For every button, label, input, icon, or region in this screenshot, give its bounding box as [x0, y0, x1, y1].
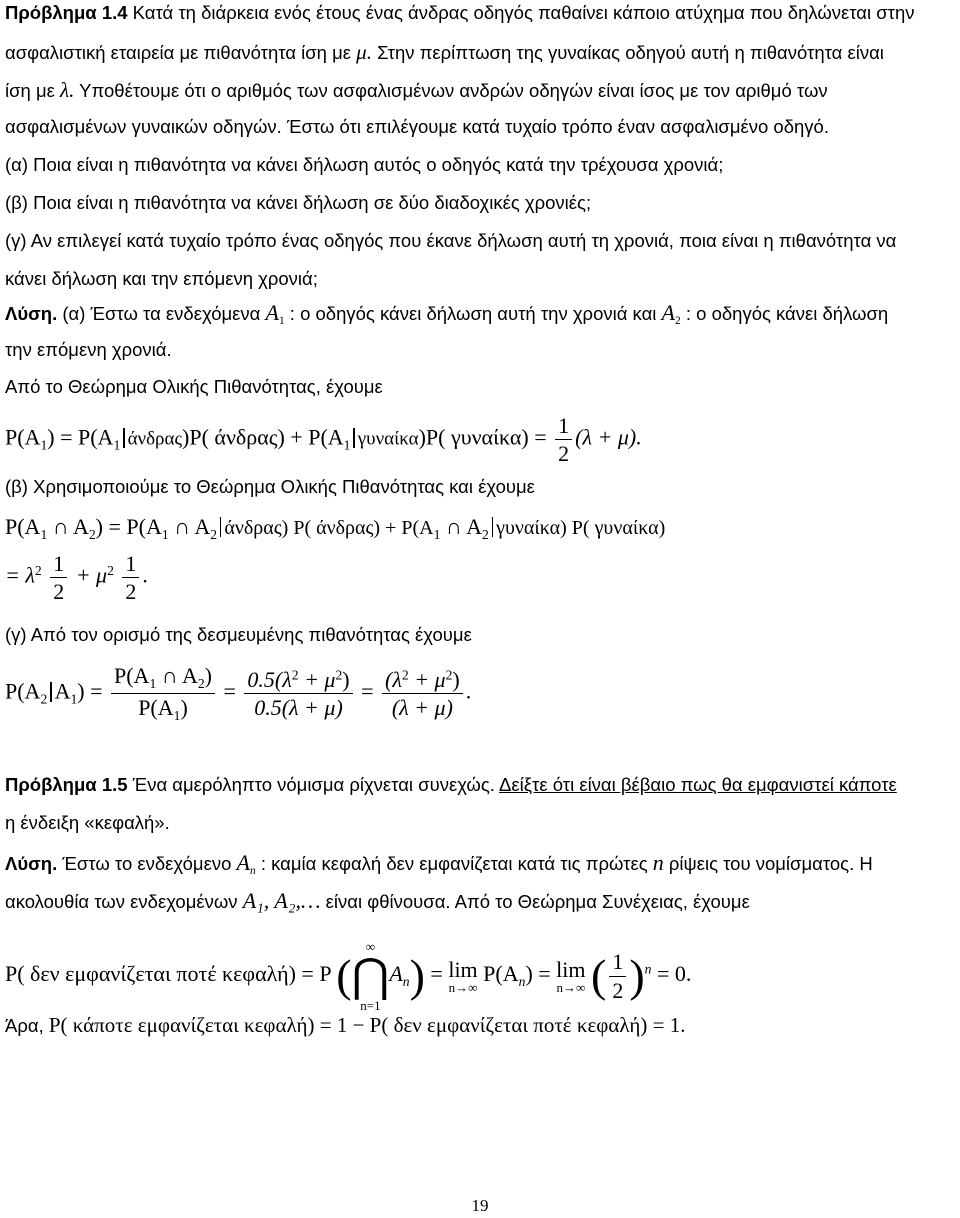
solution-label: Λύση. [5, 853, 58, 874]
conditional-bar [123, 428, 124, 448]
solution-label: Λύση. [5, 303, 58, 324]
conditional-definition-c: (γ) Από τον ορισμό της δεσμευμένης πιθανότητας έχουμε [5, 624, 472, 645]
problem-1-4-line-4: ασφαλισμένων γυναικών οδηγών. Έστω ότι επιλέγουμε κατά τυχαίο τρόπο έναν ασφαλισμένο οδηγό. [5, 116, 829, 137]
equation-4: $P(A_2$ $A_1$) = $\frac{P(A_1 \cap A_2)}{P(A_1)}$ = $\frac{0.5(\lambda^2 + \mu^2)}{0.5(\lambda + \mu)}$ = $\frac{(\lambda^2 + \mu^2)}{(\lambda + \mu)}$ . [5, 663, 472, 723]
solution-1-4-intro: Λύση. (α) Έστω τα ενδεχόμενα $A_1$ : ο οδηγός κάνει δήλωση αυτή την χρονιά και $A_2$ : ο οδηγός κάνει δήλωση [5, 300, 889, 327]
problem-1-5-title: Πρόβλημα 1.5 [5, 774, 128, 795]
question-c-line-2: κάνει δήλωση και την επόμενη χρονιά; [5, 268, 318, 289]
total-probability-theorem-a: Από το Θεώρημα Ολικής Πιθανότητας, έχουμε [5, 376, 383, 397]
total-probability-theorem-b: (β) Χρησιμοποιούμε το Θεώρημα Ολικής Πιθανότητας και έχουμε [5, 476, 535, 497]
problem-1-4-line-3: ίση με λ. Υποθέτουμε ότι ο αριθμός των ασφαλισμένων ανδρών οδηγών είναι ίσος με τον αριθμό των [5, 78, 828, 102]
big-intersection: ∞ ⋂ n=1 [351, 939, 390, 1013]
question-a: (α) Ποια είναι η πιθανότητα να κάνει δήλωση αυτός ο οδηγός κατά την τρέχουσα χρονιά; [5, 154, 724, 175]
equation-5: P( δεν εμφανίζεται ποτέ κεφαλή) = P ( ∞ ⋂ n=1 $A_n$) = lim n→∞ $P(A_n)$ = lim n→∞ ( $\frac{1}{2}$ )$^n$ = 0. [5, 939, 692, 1013]
problem-1-4-title: Πρόβλημα 1.4 [5, 2, 128, 23]
question-c-line-1: (γ) Αν επιλεγεί κατά τυχαίο τρόπο ένας οδηγός που έκανε δήλωση αυτή τη χρονιά, ποια είναι η πιθανότητα να [5, 230, 897, 251]
solution-1-5-line-1: Λύση. Έστω το ενδεχόμενο $A_n$ : καμία κεφαλή δεν εμφανίζεται κατά τις πρώτες n ρίψεις του νομίσματος. Η [5, 850, 873, 877]
page-number: 19 [471, 1196, 489, 1215]
problem-1-5-line-1: Πρόβλημα 1.5 Ένα αμερόληπτο νόμισμα ρίχνεται συνεχώς. Δείξτε ότι είναι βέβαιο πως θα εμφανιστεί κάποτε [5, 774, 897, 795]
problem-1-4-line-1: Πρόβλημα 1.4 Κατά τη διάρκεια ενός έτους ένας άνδρας οδηγός παθαίνει κάποιο ατύχημα που δηλώνεται στην [5, 2, 915, 23]
question-b: (β) Ποια είναι η πιθανότητα να κάνει δήλωση σε δύο διαδοχικές χρονιές; [5, 192, 592, 213]
equation-2: $P(A_1$ ∩ $A_2) = P(A_1$ ∩ $A_2$ άνδρας) P( $ά\nu\delta\rho\alpha\varsigma) + P(A_1$ ∩ $A_2$ γυναίκα) P( γυναίκα) [5, 514, 666, 542]
equation-3: = $\lambda^2$ $\frac{1}{2}$ + $\mu^2$ $\frac{1}{2}$ . [5, 551, 148, 605]
problem-1-4-line-2: ασφαλιστική εταιρεία με πιθανότητα ίση με μ. Στην περίπτωση της γυναίκας οδηγού αυτή η πιθανότητα είναι [5, 40, 884, 64]
equation-6: Άρα, P( κάποτε εμφανίζεται κεφαλή) = 1 − P( δεν εμφανίζεται ποτέ κεφαλή) = 1. [5, 1013, 686, 1037]
conditional-bar [353, 428, 354, 448]
problem-1-5-line-2: η ένδειξη «κεφαλή». [5, 812, 170, 833]
solution-1-5-line-2: ακολουθία των ενδεχομένων A₁, A₂,… είναι φθίνουσα. Από το Θεώρημα Συνέχειας, έχουμε [5, 888, 750, 913]
solution-1-4-intro-2: την επόμενη χρονιά. [5, 339, 172, 360]
equation-1: $P(A_1) = P(A_1$ άνδρας)P( $ά\nu\delta\rho\alpha\varsigma) + P(A_1$ γυναίκα)P( γυναίκα) = $\frac{1}{2}$ (λ + μ). [5, 413, 642, 467]
fraction-one-half: $\frac{1}{2}$ [555, 414, 572, 465]
